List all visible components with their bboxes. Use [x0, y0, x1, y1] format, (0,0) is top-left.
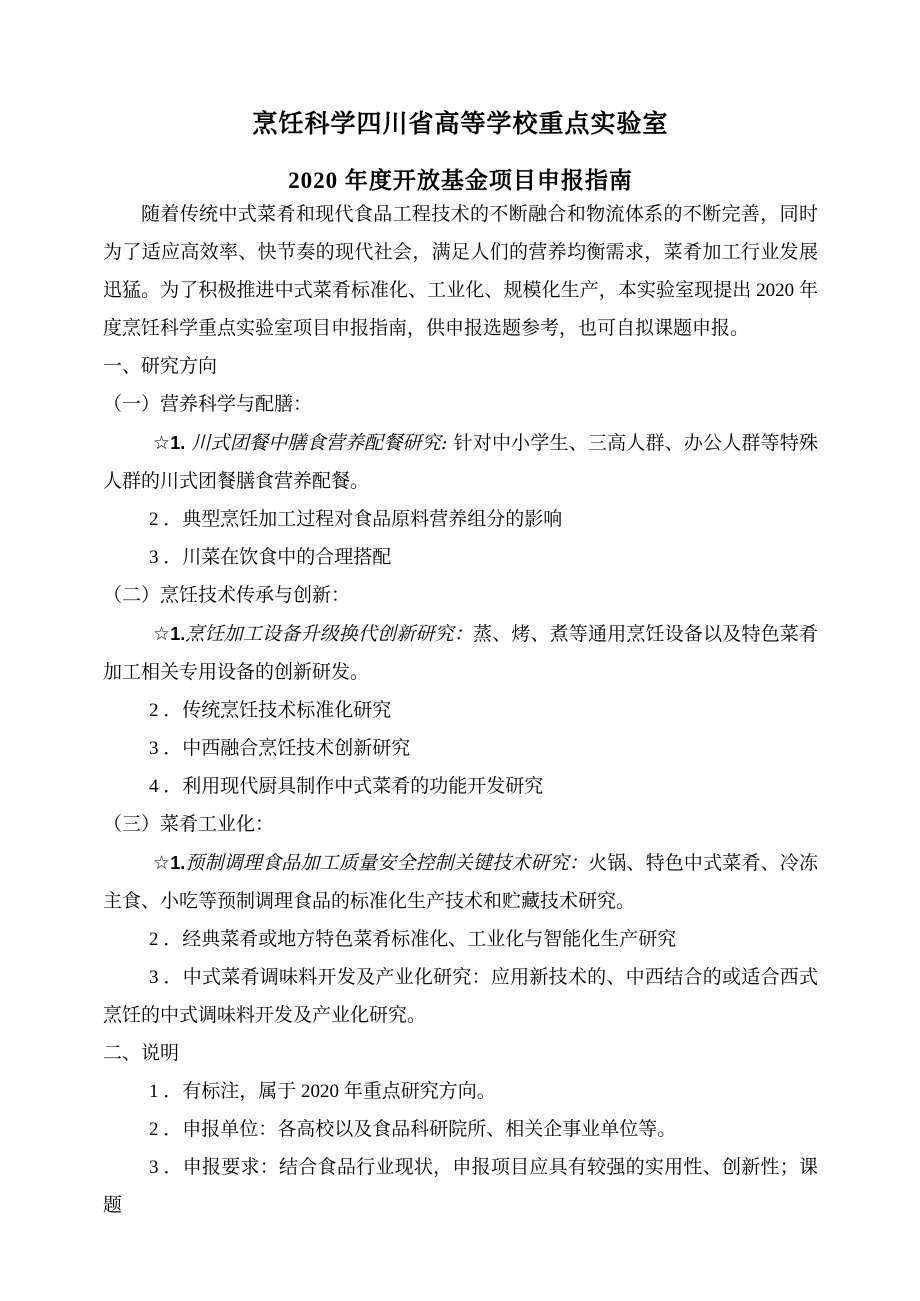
- starred-item-nutrition: [103, 424, 818, 501]
- starred-item-body: 火锅、特色中式菜肴、冷冻主食、小吃等预制调理食品的标准化生产技术和贮藏技术研究。: [103, 853, 818, 912]
- subsection-heading-technique: （二）烹饪技术传承与创新：: [103, 585, 351, 606]
- list-item: 2 ．典型烹饪加工过程对食品原料营养组分的影响: [149, 509, 563, 530]
- list-item: 3 ．中式菜肴调味料开发及产业化研究：应用新技术的、中西结合的或适合西式烹饪的中式调味料开发及产业化研究。: [103, 967, 818, 1026]
- list-item: 4 ．利用现代厨具制作中式菜肴的功能开发研究: [149, 776, 544, 797]
- starred-item-body: 蒸、烤、煮等通用烹饪设备以及特色菜肴加工相关专用设备的创新研发。: [103, 624, 818, 683]
- list-item: 3 ．中西融合烹饪技术创新研究: [149, 738, 411, 759]
- list-item: 3 ．申报要求：结合食品行业现状，申报项目应具有较强的实用性、创新性；课题: [103, 1157, 818, 1216]
- section-heading-notes: 二、说明: [103, 1043, 180, 1064]
- star-icon: ☆: [153, 432, 171, 454]
- starred-item-number: 1.: [170, 853, 186, 873]
- section-heading-research: 一、研究方向: [103, 356, 218, 377]
- starred-item-heading: 烹饪加工设备升级换代创新研究：: [185, 623, 474, 645]
- starred-item-industrialization: [103, 844, 818, 921]
- starred-item-heading: 川式团餐中膳食营养配餐研究:: [185, 432, 454, 454]
- list-item: 2 ．经典菜肴或地方特色菜肴标准化、工业化与智能化生产研究: [149, 929, 677, 950]
- doc-title-line1: 烹饪科学四川省高等学校重点实验室: [252, 111, 669, 138]
- doc-title-line2: 2020 年度开放基金项目申报指南: [288, 168, 633, 193]
- document-content: [103, 0, 818, 1225]
- subsection-heading-nutrition: （一）营养科学与配膳：: [103, 394, 313, 415]
- starred-item-number: 1.: [170, 433, 186, 453]
- star-icon: ☆: [153, 623, 171, 645]
- list-item: 2 ．申报单位：各高校以及食品科研院所、相关企事业单位等。: [149, 1119, 677, 1140]
- document-body: [103, 196, 818, 1225]
- list-item: 1 ．有标注，属于 2020 年重点研究方向。: [149, 1081, 496, 1102]
- starred-item-number: 1.: [170, 624, 186, 644]
- starred-item-heading: 预制调理食品加工质量安全控制关键技术研究：: [185, 852, 589, 874]
- subsection-heading-industrialization: （三）菜肴工业化：: [103, 814, 275, 835]
- list-item: 2 ．传统烹饪技术标准化研究: [149, 700, 392, 721]
- starred-item-technique: [103, 615, 818, 692]
- list-item: 3 ．川菜在饮食中的合理搭配: [149, 547, 392, 568]
- starred-item-body: 针对中小学生、三高人群、办公人群等特殊人群的川式团餐膳食营养配餐。: [103, 433, 818, 492]
- star-icon: ☆: [153, 852, 171, 874]
- intro-paragraph: 随着传统中式菜肴和现代食品工程技术的不断融合和物流体系的不断完善，同时为了适应高效率、快节奏的现代社会，满足人们的营养均衡需求，菜肴加工行业发展迅猛。为了积极推进中式菜肴标准化、工业化、规模化生产，本实验室现提出 2020 年度烹饪科学重点实验室项目申报指南，供申报选题参考，也可自拟课题申报。: [103, 204, 818, 339]
